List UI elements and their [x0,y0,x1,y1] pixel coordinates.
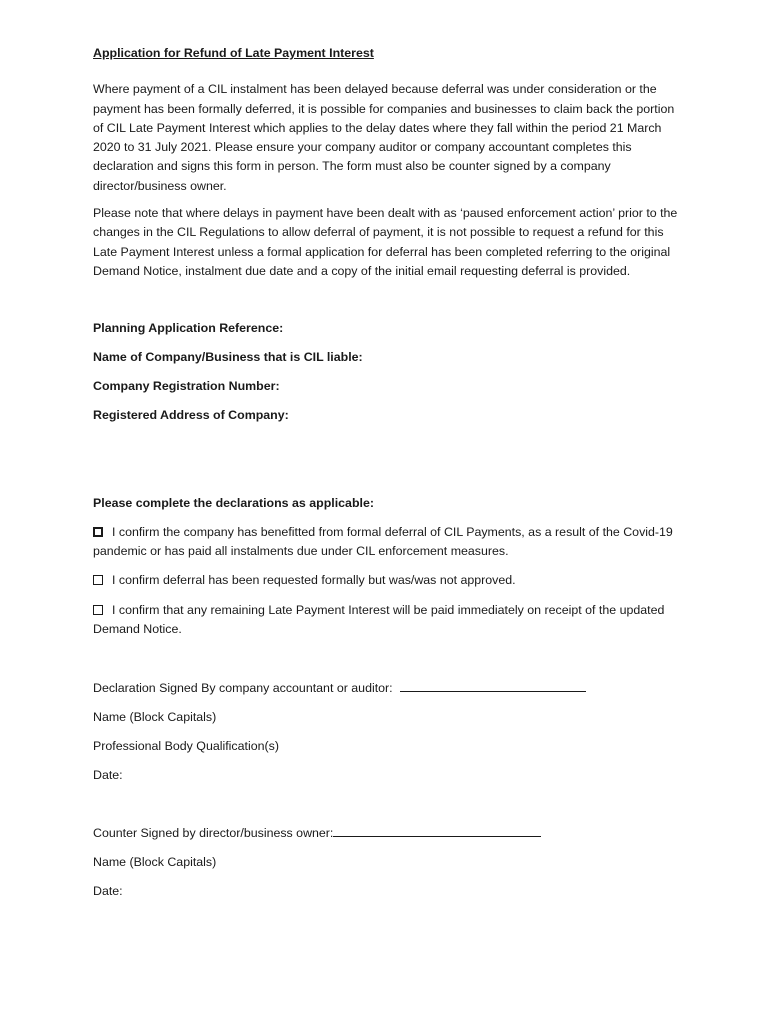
declaration-item [93,601,678,640]
checkbox-icon[interactable] [93,527,103,537]
declaration-text: I confirm deferral has been requested formally but was/was not approved. [112,573,516,588]
declarations-heading: Please complete the declarations as applicable: [93,495,374,510]
accountant-date-label: Date: [93,768,123,783]
owner-signature-field[interactable] [333,824,541,837]
owner-signature-line [93,824,678,843]
intro-paragraph: Where payment of a CIL instalment has been delayed because deferral was under consideration or the payment has been formally deferred, it is possible for companies and businesses to claim back the portion of CIL Late Payment Interest which applies to the delay dates where they fall within the period 21 March 2020 to 31 July 2021. Please ensure your company auditor or company accountant completes this declaration and signs this form in person. The form must also be counter signed by a company director/business owner. [93,82,675,193]
declaration-text: I confirm the company has benefitted from formal deferral of CIL Payments, as a result of the Covid-19 pandemic or has paid all instalments due under CIL enforcement measures. [93,524,673,559]
note-paragraph: Please note that where delays in payment have been dealt with as ‘paused enforcement action’ prior to the changes in the CIL Regulations to allow deferral of payment, it is not possible to request a refund for this Late Payment Interest unless a formal application for deferral has been completed referring to the original Demand Notice, instalment due date and a copy of the initial email requesting deferral is provided. [93,206,678,278]
company-name-label: Name of Company/Business that is CIL liable: [93,350,363,365]
planning-reference-label: Planning Application Reference: [93,321,284,336]
owner-signature-label: Counter Signed by director/business owner: [93,825,334,840]
accountant-signature-label: Declaration Signed By company accountant or auditor: [93,681,393,696]
checkbox-icon[interactable] [93,575,103,585]
declaration-item [93,571,678,590]
form-title: Application for Refund of Late Payment Interest [93,46,374,60]
registration-number-label: Company Registration Number: [93,379,280,394]
accountant-name-label: Name (Block Capitals) [93,710,217,725]
form-page [93,44,678,901]
checkbox-icon[interactable] [93,605,103,615]
declaration-item [93,523,678,562]
owner-date-label: Date: [93,883,123,898]
owner-name-label: Name (Block Capitals) [93,854,217,869]
accountant-signature-line [93,679,678,698]
accountant-signature-field[interactable] [400,679,586,692]
accountant-qualification-label: Professional Body Qualification(s) [93,739,279,754]
declaration-text: I confirm that any remaining Late Payment Interest will be paid immediately on receipt of the updated Demand Notice. [93,602,665,636]
registered-address-label: Registered Address of Company: [93,408,289,423]
